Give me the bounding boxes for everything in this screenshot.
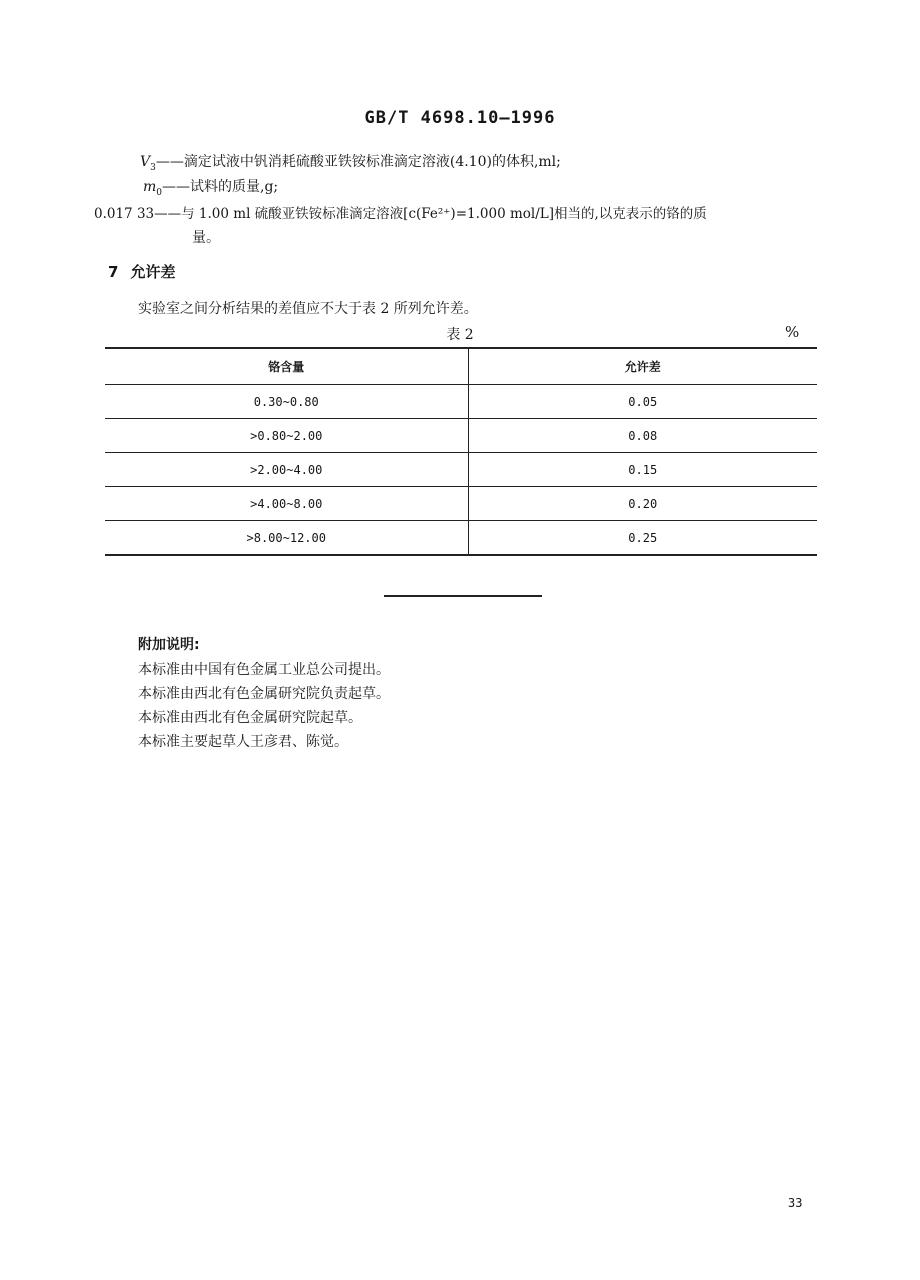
note-line: 本标准由西北有色金属研究院负责起草。 xyxy=(138,686,390,702)
section-number: 7 xyxy=(108,263,119,281)
note-line: 本标准由西北有色金属研究院起草。 xyxy=(138,710,362,726)
definition-continuation: 量。 xyxy=(192,230,220,246)
cell-range: >0.80~2.00 xyxy=(105,419,468,453)
cell-range: >4.00~8.00 xyxy=(105,487,468,521)
section-title: 允许差 xyxy=(130,263,176,281)
table-caption: 表 2 xyxy=(446,327,474,343)
note-line: 本标准主要起草人王彦君、陈觉。 xyxy=(138,734,348,750)
notes-list xyxy=(138,658,390,754)
definition-constant xyxy=(94,204,707,224)
definition-text: 滴定试液中钒消耗硫酸亚铁铵标准滴定溶液(4.10)的体积,ml; xyxy=(183,154,561,170)
table-unit: % xyxy=(785,323,800,341)
definition-symbol: V xyxy=(140,154,151,170)
table-row xyxy=(105,487,817,521)
end-rule xyxy=(384,595,542,597)
document-header: GB/T 4698.10—1996 xyxy=(364,108,556,128)
definition-dash: —— xyxy=(155,154,184,170)
table-row xyxy=(105,419,817,453)
cell-tolerance: 0.25 xyxy=(468,521,817,556)
definition-subscript: 3 xyxy=(150,162,156,173)
section-heading xyxy=(108,261,175,282)
definition-symbol: m xyxy=(143,179,157,195)
cell-tolerance: 0.20 xyxy=(468,487,817,521)
column-header-tolerance: 允许差 xyxy=(468,348,817,385)
tolerance-table xyxy=(105,347,817,556)
definition-dash: —— xyxy=(162,179,191,195)
table-row xyxy=(105,385,817,419)
cell-tolerance: 0.08 xyxy=(468,419,817,453)
definition-dash: —— xyxy=(154,206,182,222)
definition-subscript: 0 xyxy=(156,187,163,198)
definition-m0 xyxy=(143,177,278,203)
cell-range: 0.30~0.80 xyxy=(105,385,468,419)
definition-text: 试料的质量,g; xyxy=(190,179,279,195)
cell-range: >8.00~12.00 xyxy=(105,521,468,556)
cell-tolerance: 0.15 xyxy=(468,453,817,487)
column-header-chromium-content: 铬含量 xyxy=(105,348,468,385)
table-row xyxy=(105,521,817,556)
table-row xyxy=(105,453,817,487)
note-line: 本标准由中国有色金属工业总公司提出。 xyxy=(138,662,390,678)
definition-v3 xyxy=(140,152,561,178)
cell-range: >2.00~4.00 xyxy=(105,453,468,487)
notes-title: 附加说明: xyxy=(138,637,200,653)
definition-symbol: 0.017 33 xyxy=(94,206,155,222)
cell-tolerance: 0.05 xyxy=(468,385,817,419)
body-paragraph: 实验室之间分析结果的差值应不大于表 2 所列允许差。 xyxy=(138,301,478,317)
definition-text: 与 1.00 ml 硫酸亚铁铵标准滴定溶液[c(Fe²⁺)=1.000 mol/L]相当的,以克表示的铬的质 xyxy=(181,206,707,222)
table-header-row xyxy=(105,348,817,385)
page-number: 33 xyxy=(788,1196,803,1210)
